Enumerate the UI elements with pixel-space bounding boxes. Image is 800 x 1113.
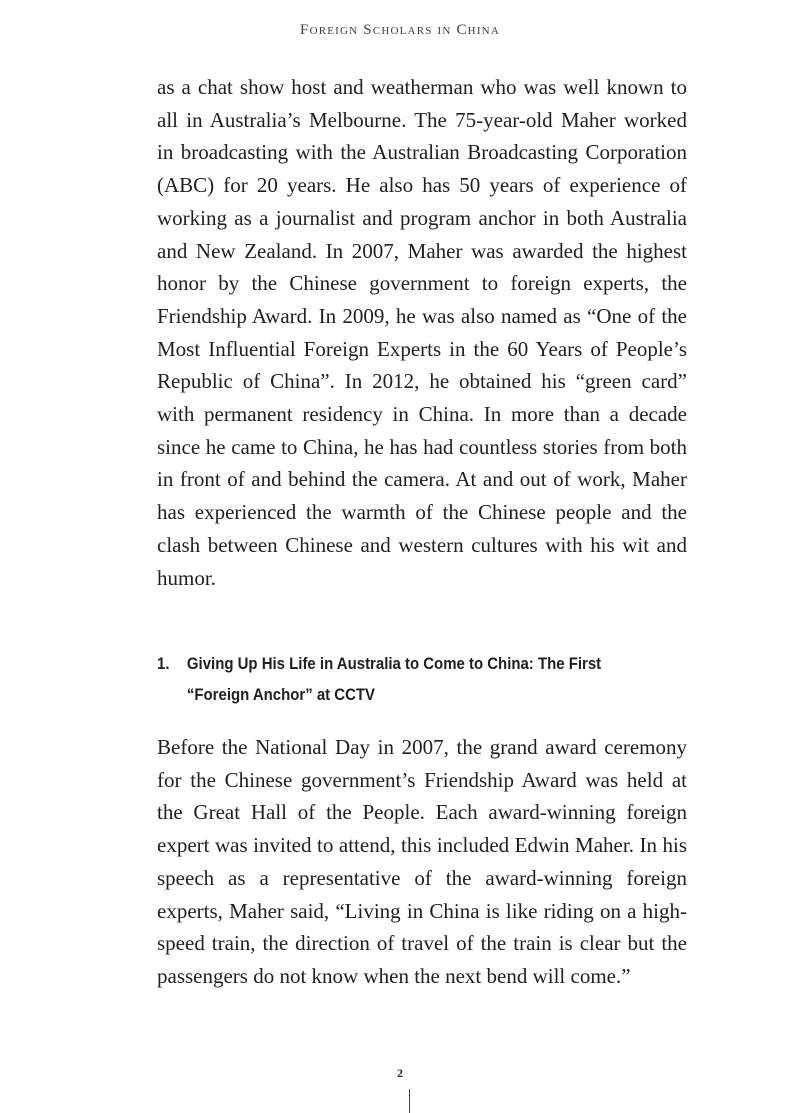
body-paragraph-1: as a chat show host and weatherman who was well known to all in Australia’s Melbourne. The 75-year-old Maher worked in broadcasting with the Australian Broadcasting Corporation (ABC) for 20 years. He also has 50 years of experience of working as a journalist and program anchor in both Australia and New Zealand. In 2007, Maher was awarded the highest honor by the Chinese government to foreign experts, the Friendship Award. In 2009, he was also named as “One of the Most Influential Foreign Experts in the 60 Years of People’s Republic of China”. In 2012, he obtained his “green card” with permanent residency in China. In more than a decade since he came to China, he has had countless stories from both in front of and behind the camera. At and out of work, Maher has experienced the warmth of the Chinese people and the clash between Chinese and western cultures with his wit and humor. <box>157 75 687 590</box>
section-heading-line-1 <box>157 648 687 679</box>
section-title-part-2: “Foreign Anchor” at CCTV <box>186 685 376 704</box>
section-heading <box>157 648 687 710</box>
section-number: 1. <box>157 654 170 673</box>
section-title-part-1: Giving Up His Life in Australia to Come to China: The First <box>186 654 602 673</box>
page-number: 2 <box>397 1066 403 1080</box>
running-header: Foreign Scholars in China <box>300 22 500 38</box>
body-paragraph-2: Before the National Day in 2007, the grand award ceremony for the Chinese government’s Friendship Award was held at the Great Hall of the People. Each award-winning foreign expert was invited to attend, this included Edwin Maher. In his speech as a representative of the award-winning foreign experts, Maher said, “Living in China is like riding on a high-speed train, the direction of travel of the train is clear but the passengers do not know when the next bend will come.” <box>157 735 687 988</box>
page-number-rule <box>409 1089 410 1113</box>
